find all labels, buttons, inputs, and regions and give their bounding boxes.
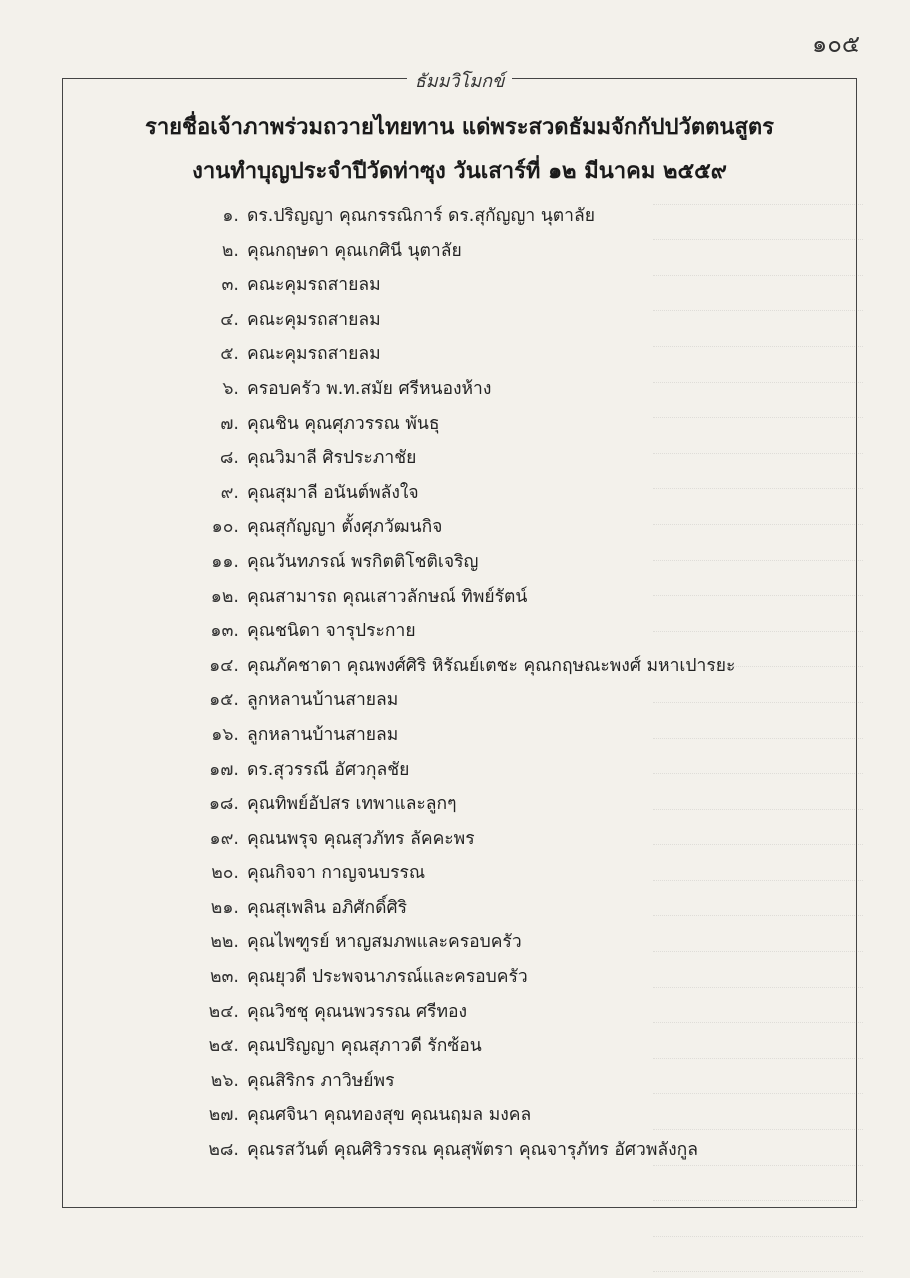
entry-number: ๑๗. [209, 759, 239, 780]
list-item [187, 199, 735, 234]
entry-name: คุณสิริกร ภาวิษย์พร [247, 1070, 395, 1091]
entry-name: คุณชนิดา จารุประกาย [247, 621, 416, 642]
donor-list [187, 199, 735, 1168]
running-title-text: ธัมมวิโมกข์ [407, 71, 513, 92]
entry-name: คุณยุวดี ประพจนาภรณ์และครอบครัว [247, 967, 528, 988]
bleed-line [653, 1166, 863, 1202]
entry-name: คุณสุกัญญา ตั้งศุภวัฒนกิจ [247, 517, 443, 538]
entry-name: คุณศจินา คุณทองสุข คุณนฤมล มงคล [247, 1105, 532, 1126]
entry-name: คุณไพฑูรย์ หาญสมภพและครอบครัว [247, 932, 522, 953]
entry-name: คุณภัคชาดา คุณพงศ์ศิริ หิรัณย์เตชะ คุณกฤษณะพงศ์ มหาเปารยะ [247, 655, 736, 676]
list-item [187, 303, 735, 338]
entry-name: คุณสุมาลี อนันต์พลังใจ [247, 482, 419, 503]
heading-line-1: รายชื่อเจ้าภาพร่วมถวายไทยทาน แด่พระสวดธัมมจักกัปปวัตตนสูตร [145, 115, 774, 140]
entry-name: คุณทิพย์อัปสร เทพาและลูกๆ [247, 794, 457, 815]
entry-name: คุณรสวันต์ คุณศิริวรรณ คุณสุพัตรา คุณจารุภัทร อัศวพลังกูล [247, 1140, 698, 1161]
entry-name: คุณวิชชุ คุณนพวรรณ ศรีทอง [247, 1001, 468, 1022]
entry-number: ๒. [221, 240, 239, 261]
entry-number: ๙. [220, 482, 239, 503]
list-item [187, 856, 735, 891]
entry-name: คุณวิมาลี ศิรประภาชัย [247, 448, 417, 469]
entry-number: ๑. [222, 206, 239, 226]
list-item [187, 891, 735, 926]
bleed-line [653, 1237, 863, 1273]
entry-name: คุณกิจจา กาญจนบรรณ [247, 863, 426, 884]
list-item [187, 441, 735, 476]
entry-name: คุณวันทภรณ์ พรกิตติโชติเจริญ [247, 551, 479, 572]
list-item [187, 649, 735, 684]
list-item [187, 822, 735, 857]
entry-number: ๒๒. [210, 932, 239, 953]
entry-number: ๒๖. [210, 1070, 239, 1091]
list-item [187, 268, 735, 303]
entry-number: ๒๐. [211, 863, 239, 884]
entry-name: คุณกฤษดา คุณเกศินี นุตาลัย [247, 240, 462, 261]
list-item [187, 1029, 735, 1064]
list-item [187, 1064, 735, 1099]
entry-number: ๔. [220, 309, 239, 330]
entry-number: ๗. [220, 413, 239, 434]
entry-number: ๑๖. [211, 724, 239, 745]
entry-number: ๒๘. [208, 1140, 239, 1161]
list-item [187, 372, 735, 407]
list-item [187, 337, 735, 372]
entry-number: ๑๓. [210, 621, 239, 642]
list-item [187, 718, 735, 753]
entry-number: ๓. [221, 275, 239, 296]
entry-number: ๒๓. [209, 967, 239, 988]
content-frame [62, 71, 857, 1208]
entry-number: ๑๙. [209, 828, 239, 849]
list-item [187, 510, 735, 545]
running-title [63, 66, 856, 95]
list-item [187, 545, 735, 580]
entry-number: ๒๑. [210, 897, 239, 918]
entry-number: ๘. [219, 448, 239, 469]
entry-name: ดร.สุวรรณี อัศวกุลชัย [247, 759, 410, 780]
entry-name: ลูกหลานบ้านสายลม [247, 690, 399, 711]
entry-number: ๒๗. [208, 1105, 239, 1126]
list-item [187, 753, 735, 788]
list-item [187, 925, 735, 960]
entry-name: คุณปริญญา คุณสุภาวดี รักซ้อน [247, 1036, 482, 1057]
entry-name: ดร.ปริญญา คุณกรรณิการ์ ดร.สุกัญญา นุตาลัย [247, 206, 595, 226]
entry-number: ๖. [222, 378, 239, 399]
list-item [187, 683, 735, 718]
list-item [187, 1098, 735, 1133]
list-item [187, 995, 735, 1030]
entry-name: ลูกหลานบ้านสายลม [247, 724, 399, 745]
list-item [187, 960, 735, 995]
entry-number: ๕. [220, 344, 239, 365]
entry-number: ๑๐. [211, 517, 239, 538]
list-item [187, 1133, 735, 1168]
entry-number: ๑๕. [209, 690, 239, 711]
heading-line-2: งานทำบุญประจำปีวัดท่าซุง วันเสาร์ที่ ๑๒ มีนาคม ๒๕๕๙ [192, 159, 727, 184]
list-item [187, 580, 735, 615]
entry-name: คุณสามารถ คุณเสาวลักษณ์ ทิพย์รัตน์ [247, 586, 528, 607]
entry-name: คุณชิน คุณศุภวรรณ พันธุ [247, 413, 440, 434]
entry-number: ๑๑. [211, 551, 239, 572]
entry-number: ๑๘. [208, 794, 239, 815]
entry-name: คณะคุมรถสายลม [247, 309, 381, 330]
entry-number: ๒๔. [208, 1001, 239, 1022]
list-item [187, 407, 735, 442]
list-item [187, 787, 735, 822]
entry-name: คณะคุมรถสายลม [247, 275, 381, 296]
page-number: ๑๐๕ [811, 30, 860, 58]
entry-number: ๑๔. [209, 655, 239, 676]
list-item [187, 614, 735, 649]
entry-number: ๑๒. [210, 586, 239, 607]
entry-number: ๒๕. [208, 1036, 239, 1057]
list-item [187, 476, 735, 511]
entry-name: คุณสุเพลิน อภิศักดิ์ศิริ [247, 897, 408, 918]
entry-name: ครอบครัว พ.ท.สมัย ศรีหนองห้าง [247, 378, 492, 399]
entry-name: คุณนพรุจ คุณสุวภัทร ลัคคะพร [247, 828, 475, 849]
entry-name: คณะคุมรถสายลม [247, 344, 381, 365]
bleed-line [653, 1201, 863, 1237]
list-item [187, 234, 735, 269]
